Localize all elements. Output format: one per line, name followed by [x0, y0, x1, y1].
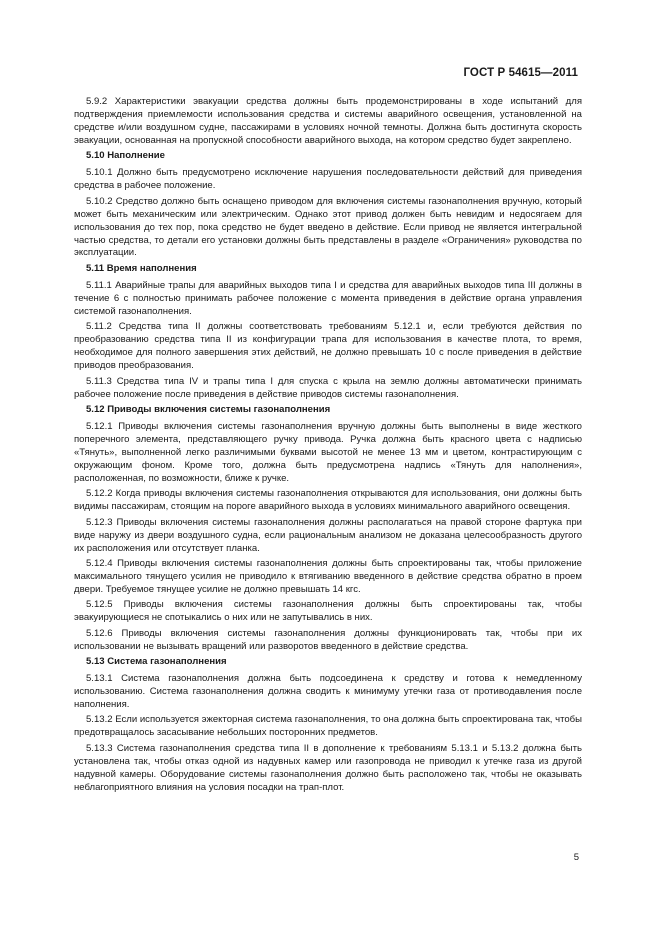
clause-5-11-2: 5.11.2 Средства типа II должны соответствовать требованиям 5.12.1 и, если требуются действия по преобразованию средства типа II из конфигурации трапа для использования в качестве плота, то время, необходимое для полного завершения этих действий, не должно превышать 10 с после приведения в действие приводов преобразования.: [74, 321, 582, 372]
clause-5-13-1: 5.13.1 Система газонаполнения должна быть подсоединена к средству и готова к немедленному использованию. Система газонаполнения должна сводить к минимуму утечки газа от противодавления после наполнения.: [74, 673, 582, 710]
clause-5-10-1: 5.10.1 Должно быть предусмотрено исключение нарушения последовательности действий для приведения средства в рабочее положение.: [74, 167, 582, 192]
clause-5-13-2: 5.13.2 Если используется эжекторная система газонаполнения, то она должна быть спроектирована так, чтобы предотвращалось засасывание небольших посторонних предметов.: [74, 714, 582, 739]
section-heading-5-12: 5.12 Приводы включения системы газонаполнения: [86, 403, 331, 415]
clause-5-9-2: 5.9.2 Характеристики эвакуации средства должны быть продемонстрированы в ходе испытаний для подтверждения приемлемости использования средства и системы аварийного освещения, установленной на средстве и/или воздушном судне, пассажирами в условиях ночной темноты. Должна быть достигнута скорость эвакуации, основанная на пропускной способности аварийного выхода, на котором средство будет закреплено.: [74, 96, 582, 146]
clause-5-12-3: 5.12.3 Приводы включения системы газонаполнения должны располагаться на правой стороне фартука при виде наружу из двери воздушного судна, если рациональным анализом не доказана целесообразность другого их расположения или отсутствует планка.: [74, 516, 582, 554]
section-heading-5-10: 5.10 Наполнение: [86, 150, 165, 162]
clause-5-12-2: 5.12.2 Когда приводы включения системы газонаполнения открываются для использования, они должны быть видимы пассажирам, стоящим на пороге аварийного выхода в условиях минимального аварийного освещения.: [74, 488, 582, 513]
page-number: 5: [573, 852, 579, 863]
clause-5-11-3: 5.11.3 Средства типа IV и трапы типа I для спуска с крыла на землю должны автоматически принимать рабочее положение после приведения в действие приводов системы газонаполнения.: [74, 375, 582, 400]
clause-5-13-3: 5.13.3 Система газонаполнения средства типа II в дополнение к требованиям 5.13.1 и 5.13.2 должна быть установлена так, чтобы отказ одной из надувных камер или газопровода не приводил к утечке газа из другой надувной камеры. Оборудование системы газонаполнения должно быть расположено так, чтобы не оказывать неблагоприятного влияния на условия посадки на трап-плот.: [74, 742, 582, 793]
standard-id: ГОСТ Р 54615—2011: [463, 67, 578, 79]
section-heading-5-11: 5.11 Время наполнения: [86, 262, 197, 274]
clause-5-10-2: 5.10.2 Средство должно быть оснащено приводом для включения системы газонаполнения вручную, который может быть механическим или электрическим. Однако этот привод должен быть невидим и недосягаем для использования до тех пор, пока средство не будет введено в действие. Если привод не является интегральной частью средства, то детали его установки должны быть представлены в разделе «Ограничения» руководства по эксплуатации.: [74, 195, 582, 259]
section-heading-5-13: 5.13 Система газонаполнения: [86, 656, 227, 668]
clause-5-12-5: 5.12.5 Приводы включения системы газонаполнения должны быть спроектированы так, чтобы эвакуирующиеся не спотыкались о них или не запутывались в них.: [74, 599, 582, 624]
clause-5-12-4: 5.12.4 Приводы включения системы газонаполнения должны быть спроектированы так, чтобы приложение максимального тянущего усилия не приводило к втягиванию введенного в действие средства обратно в проем двери. Требуемое тянущее усилие не должно превышать 14 кгс.: [74, 557, 582, 595]
clause-5-11-1: 5.11.1 Аварийные трапы для аварийных выходов типа I и средства для аварийных выходов типа III должны в течение 6 с полностью принимать рабочее положение с момента приведения в действие органа управления системой газонаполнения.: [74, 279, 582, 317]
clause-5-12-1: 5.12.1 Приводы включения системы газонаполнения вручную должны быть выполнены в виде жесткого поперечного элемента, представляющего ручку привода. Ручка должна быть красного цвета с надписью «Тянуть», выполненной легко различимыми буквами высотой не менее 13 мм и цветом, контрастирующим с окружающим фоном. Кроме того, должна быть предусмотрена надпись «Тянуть для наполнения», расположенная, по возможности, ближе к ручке.: [74, 420, 582, 484]
clause-5-12-6: 5.12.6 Приводы включения системы газонаполнения должны функционировать так, чтобы при их использовании не вызывать вращений или разворотов введенного в действие средства.: [74, 627, 582, 652]
document-body: [74, 96, 582, 797]
